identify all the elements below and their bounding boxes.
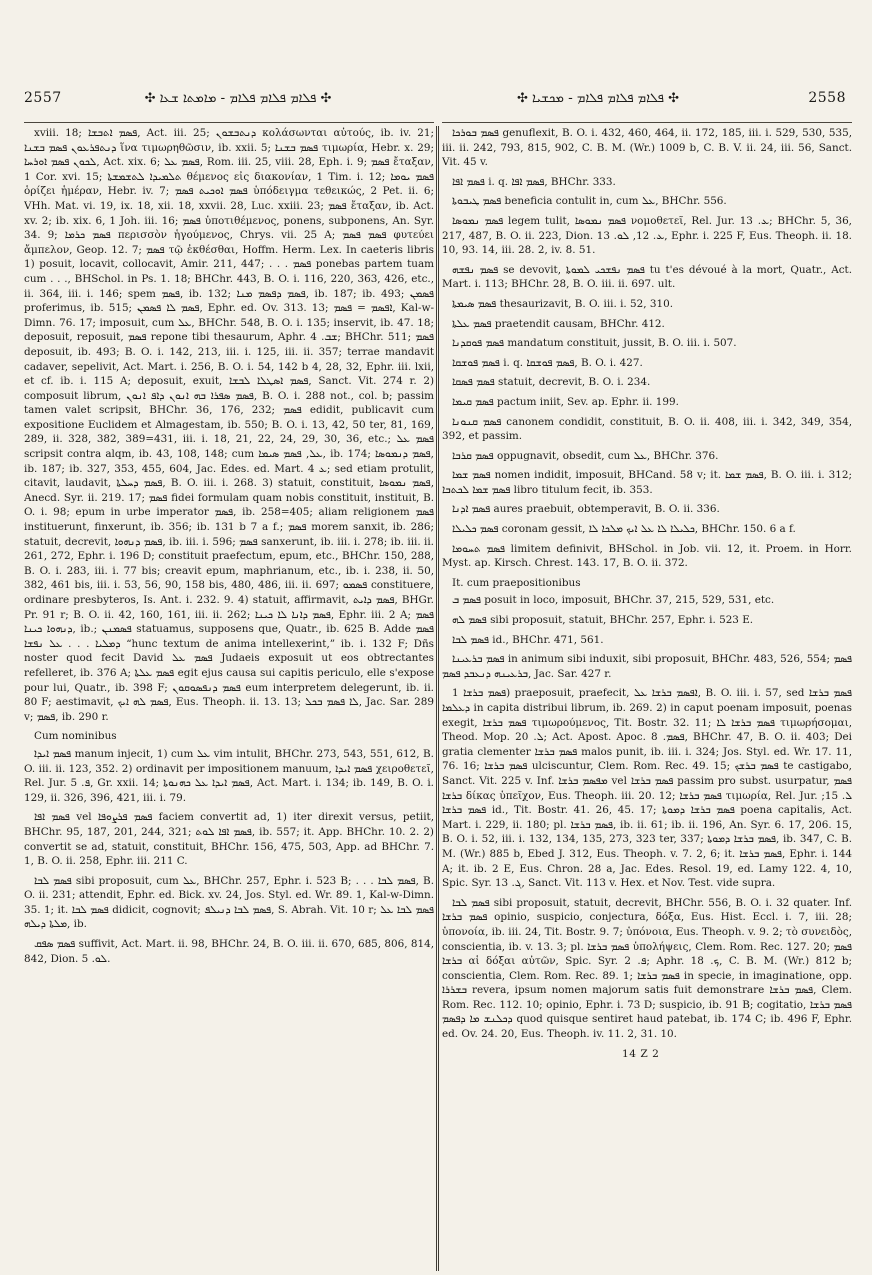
dictionary-entry: ܦܣܡ ܒܘܪܟܐ genuflexit, B. O. i. 432, 460, 464, ii. 172, 185, iii. i. 529, 530, 535, iii. ii. 242, 793, 815, 902, C. B. M. (Wr.) 1009 b, C. B. V. ii. 24, iii. 56, Sanct. Vit. 45 v. <box>442 127 852 169</box>
dictionary-entry: ܦܣܡ ܣܦܩ suffivit, Act. Mart. ii. 98, BHChr. 24, B. O. iii. ii. 670, 685, 806, 814, 842, Dion. ܠܘ. 5. <box>24 938 434 965</box>
dictionary-entry: ܦܣܡ ܐܦܐ vel ܦܣܡ ܦܪܨܘܦܐ faciem convertit ad, 1) iter direxit versus, petiit, BHChr. 95, 187, 201, 244, 321; ܦܣܡ ܐܦܐ ܠܘܬ, ib. 557; it. App. BHChr. 10. 2. 2) convertit se ad, statuit, constituit, BHChr. 156, 475, 503, App. ad BHChr. 7. 1, B. O. ii. 258, Ephr. iii. 211 C. <box>24 811 434 868</box>
signature-mark: 14 Z 2 <box>622 1047 660 1060</box>
dictionary-entry: ܦܣܡ ܦܣܩܐ statuit, decrevit, B. O. i. 234. <box>452 376 651 389</box>
running-head-right: ✣ ܦܠܐܡ ܦܠܐܡ ܦܠܐܡ - ܡܟܫܝܐ ✣ <box>517 91 679 106</box>
dictionary-entry: ܦܣܡ ܒܪܫܐ 1) praeposuit, praefecit, ܐܦܣܡ ܒܪܫܐ ܥܠ, B. O. iii. i. 57, sed ܦܣܡ ܒܪܫܐ ܕܥܠܡܐ in capita distribui librum, ib. 269. 2) in caput poenam imposuit, poenas exegit, ܦܣܡ ܒܪܫܐ τιμωρούμενος, Tit. Bostr. 32. 11; ܦܣܡ ܒܪܫܐ ܠܐ τιμωρήσομαι, Theod. Mop. ܠ. 20; Act. Apost. Apoc. ܦܣܡ. 8, BHChr. 47, B. O. ii. 403; Dei gratia clementer ܦܣܡ ܒܪܫܐ malos punit, ib. iii. i. 324; Jos. Styl. ed. Wr. 17. 11, 76. 16; ܦܣܡ ܒܪܫܐ ulciscuntur, Clem. Rom. Rec. 49. 15; ܦܣܡ ܒܪܫܟ te castigabo, Sanct. Vit. 225 v. Inf. ܡܦܣܡ ܒܪܫܐ vel ܦܣܡ ܒܪܫܐ passim pro subst. usurpatur, ܦܣܡ ܒܪܫܐ δίκας ὑπεῖχον, Eus. Theoph. iii. 20. 12; ܦܣܡ ܒܪܫܐ τιμωρία, Rel. Jur. ܠ. 15; ܦܣܡ ܒܪܫܐ id., Tit. Bostr. 41. 26, 45. 17; ܦܣܡ ܒܪܫܐ ܕܡܘܬܐ poena capitalis, Act. Mart. i. 229, ii. 180; pl. ܦܣܡ ܒܪܫܐ, ib. ii. 61; ib. ii. 196, An. Syr. 6. 17, 206. 15, B. O. i. 52, iii. i. 132, 134, 135, 273, 323 ter, 337; ܦܣܡ ܒܪܫܐ ܕܡܘܬܐ, ib. 347, C. B. M. (Wr.) 885 b, Ebed J. 312, Eus. Theoph. v. 7. 2, 6; it. ܦܣܡ ܒܪܫܐ, Ephr. i. 144 A; it. ib. 2 E, Eus. Chron. 28 a, Jac. Edes. Resol. 19, ed. Lamy 122. 4, 10, Spic. Syr. ܓ. 13, Sanct. Vit. 113 v. Hex. et Nov. Test. vide supra. <box>442 687 852 890</box>
dictionary-entry: ܦܣܡ ܥܠܬܐ praetendit causam, BHChr. 412. <box>452 317 665 330</box>
dictionary-entry: ܦܣܡ ܐܕܢܐ aures praebuit, obtemperavit, B. O. ii. 336. <box>452 503 720 516</box>
dictionary-entry: ܦܣܡ ܟܠܝܠܐ coronam gessit, ܟܠܝܠܐ ܠܐ ܥܠ ܐܝܟ ܡܠܟܐ ܠܐ, BHChr. 150. 6 a f. <box>452 523 796 536</box>
dictionary-entry: ܦܣܡ ܩܢܘܢܐ canonem condidit, constituit, B. O. ii. 408, iii. i. 342, 349, 354, 392, et passim. <box>442 415 852 443</box>
dictionary-entry: ܦܣܡ ܦܘܩܕܢܐ mandatum constituit, jussit, B. O. iii. i. 507. <box>452 337 737 350</box>
dictionary-entry: ܦܣܡ ܢܦܫܗ se devovit, ܦܣܡ ܢܦܫܟܝ ܠܡܘܬܐ tu t'es dévoué à la mort, Quatr., Act. Mart. i. 113; BHChr. 28, B. O. iii. ii. 697. ult. <box>442 263 852 291</box>
dictionary-entry: ܦܣܡ ܠܒܐ id., BHChr. 471, 561. <box>452 633 604 646</box>
header-rule-left <box>24 122 434 123</box>
dictionary-entry: ܦܣܡ ܒܪܥܝܢܐ in animum sibi induxit, sibi proposuit, BHChr. 483, 526, 554; ܦܣܡ ܒܪܥܝܢܗ ܕܢܥܒܕ ܦܣܡ, Jac. Sar. 427 r. <box>442 653 852 680</box>
dictionary-entry: ܦܣܡ ܬܚܘܡܐ limitem definivit, BHSchol. in Job. vii. 12, it. Proem. in Horr. Myst. ap. Kirsch. Chrest. 143. 17, B. O. ii. 372. <box>442 542 852 570</box>
dictionary-entry: ܦܣܡ ܣܝܡܬܐ thesaurizavit, B. O. iii. i. 52, 310. <box>452 297 673 310</box>
column-divider <box>436 126 439 1271</box>
dictionary-entry: ܦܣܡ ܐܦܐ i. q. ܦܣܡ ܐܦܐ, BHChr. 333. <box>452 175 616 188</box>
dictionary-entry: ܦܣܡ ܛܝܒܘܬܐ beneficia contulit in, cum ܥܠ, BHChr. 556. <box>452 195 727 208</box>
header-rule-right <box>442 122 852 123</box>
dictionary-entry: ܦܣܡ ܠܗ sibi proposuit, statuit, BHChr. 257, Ephr. i. 523 E. <box>452 614 754 627</box>
dictionary-entry: ܦܣܡ ܒ posuit in loco, imposuit, BHChr. 37, 215, 529, 531, etc. <box>452 594 775 607</box>
dictionary-entry: ܦܣܡ ܐܝܕܐ manum injecit, 1) cum ܥܠ vim intulit, BHChr. 273, 543, 551, 612, B. O. iii. ii. 123, 352. 2) ordinavit per impositionem manuum, ܦܣܡ ܐܝܕܐ χειροθετεῖ, Rel. Jur. ܦ. 5, Gr. xxii. 14; ܦܣܡ ܐܝܕܐ ܥܠ ܟܗܢܘܬܐ, Act. Mart. i. 134; ib. 149, B. O. i. 129, ii. 326, 396, 421, iii. i. 79. <box>24 747 434 804</box>
dictionary-entry: ܦܣܡ ܠܒܐ sibi proposuit, statuit, decrevit, BHChr. 556, B. O. i. 32 quater. Inf. ܦܣܡ ܒܪܫܐ opinio, suspicio, conjectura, δόξα, Eus. Hist. Eccl. i. 7, iii. 28; ὑπονοία, ib. iii. 24, Tit. Bostr. 9. 7; ὑπόνοια, Eus. Theoph. v. 9. 2; τὸ συνειδὸς, conscientia, ib. v. 13. 3; pl. ܦܣܡ ܒܪܫܐ ὑπολήψεις, Clem. Rom. Rec. 127. 20; ܦܣܡ ܒܪܫܐ αἱ δόξαι αὐτῶν, Spic. Syr. ܦ. 2; Aphr. ܟ. 18, C. B. M. (Wr.) 812 b; conscientia, Clem. Rom. Rec. 89. 1; ܦܣܡ ܒܪܫܐ in specie, in imaginatione, opp. ܒܫܪܪܐ revera, ipsum nomen majorum satis fuit demonstrare ܦܣܡ ܒܪܫܐ, Clem. Rom. Rec. 112. 10; opinio, Ephr. i. 73 D; suspicio, ib. 91 B; cogitatio, ܦܣܡ ܒܪܫܐ ܕܟܠܢܫ ܡܐ ܕܦܣܡ quod quisque sentiret haud patebat, ib. 174 C; ib. 496 F, Ephr. ed. Ov. 24. 20, Eus. Theoph. iv. 11. 2, 31. 10. <box>442 896 852 1041</box>
dictionary-entry: ܦܣܡ ܦܘܫܩܐ i. q. ܦܣܡ ܦܘܫܩܐ, B. O. i. 427. <box>452 356 643 369</box>
dictionary-entry: ܦܣܡ ܩܝܡܐ pactum iniit, Sev. ap. Ephr. ii. 199. <box>452 395 679 408</box>
dictionary-entry: ܦܣܡ ܫܡܐ nomen indidit, imposuit, BHCand. 58 v; it. ܦܣܡ ܫܡܐ, B. O. iii. i. 312; ܦܣܡ ܫܡܐ ܠܟܬܒܐ libro titulum fecit, ib. 353. <box>442 469 852 496</box>
page-number-left: 2557 <box>24 90 62 106</box>
dictionary-entry: xviii. 18; ܦܣܡ ܐܬܒܫܐ, Act. iii. 25; ܕܢܬܒܫܘܢ κολάσωνται αὐτούς, ib. iv. 21; ܕܢܬܦܪܥܘܢ ܦܣܡ ܒܫܢܐ ἵνα τιμωρηθῶσιν, ib. xxii. 5; ܦܣܡ ܒܫܢܐ τιμωρία, Hebr. x. 29; ܠܟܘܢ ܦܣܡ ܐܘܪܚܐ, Act. xix. 6; ܦܣܡ ܥܠ, Rom. iii. 25, viii. 28, Eph. i. 9; ܦܣܡ ἔταξαν, 1 Cor. xvi. 15; ܬܠܡܝܕܐ ܠܬܫܡܫܬܐ θέμενος εἰς διακονίαν, 1 Tim. i. 12; ܦܣܡ ܝܘܡܐ ὁρίζει ἡμέραν, Hebr. iv. 7; ܦܣܡ ܐܘܟܝܬ ܦܣܡ ὑπόδειγμα τεθεικώς, 2 Pet. ii. 6; VHh. Mat. vi. 19, ix. 18, xii. 18, xxvii. 28, Luc. xxiii. 23; ܦܣܡ ἔταξαν, ib. Act. xv. 2; ib. xix. 6, 1 Joh. iii. 16; ܦܣܡ ὑποτιθέμενος, ponens, subponens, An. Syr. 34. 9; ܦܣܡ ܟܪܡܐ περισσὸν ἡγούμενος, Chrys. vii. 25 A; ܦܣܡ ܦܣܡ φυτεύει ἄμπελον, Geop. 12. 7; ܦܣܡ τῷ ἐκθέσθαι, Hoffm. Herm. Lex. In caeteris libris 1) posuit, locavit, collocavit, Amir. 211, 447; . . . ܦܣܡ ponebas partem tuam cum . . ., BHSchol. in Ps. 1. 18; BHChr. 443, B. O. i. 116, 220, 363, 426, etc., ii. 364, iii. i. 146; spem ܦܣܡ, ib. 132; ܦܣܡ ܕܦܣܡ ܡܢܐ, ib. 187; ib. 493; ܦܣܡܢ proferimus, ib. 515; ܦܣܡ ܠܐ ܦܣܡܢ, Ephr. ed. Ov. 313. 13; ܐܦܣܡ = ܦܣܡ, Kal-w-Dimn. 76. 17; imposuit, cum ܥܠ, BHChr. 548, B. O. i. 135; inservit, ib. 47. 18; deposuit, reposuit, ܦܣܡ repone tibi thesaurum, Aphr. ܫܒ. 4; BHChr. 511; ܦܣܡ deposuit, ib. 493; B. O. i. 142, 213, iii. i. 125, iii. ii. 357; terrae mandavit cadaver, sepelivit, Act. Mart. i. 256, B. O. i. 54, 142 b 4, 28, 32, Ephr. iii. lxii, et cf. ib. i. 115 A; deposuit, exuit, ܦܣܡ ܐܣܛܠܐ ܠܒܫܐ, Sanct. Vit. 274 r. 2) composuit librum, ܦܣܡ ܣܦܪܐ ܒܗ ܐܢܘܢ ܕܐܦ ܐܢܘܢ, B. O. i. 288 not., col. b; passim tamen valet scripsit, BHChr. 36, 176, 232; ܦܣܡ edidit, publicavit cum expositione Euclidem et Almagestam, ib. 550; B. O. i. 13, 42, 50 ter, 81, 169, 289, ii. 328, 382, 389=431, iii. i. 18, 21, 22, 24, 29, 30, 36, etc.; ܦܣܡ ܥܠ scripsit contra alqm, ib. 43, 108, 148; cum ܥܠ, ܦܣܡ ܣܝܡܐ, ib. 174; ܦܣܡ ܕܢܡܘܣܐ, ib. 187; ib. 327, 353, 455, 604, Jac. Edes. ed. Mart. ܥ 4; sed etiam protulit, citavit, laudavit, ܦܣܡ ܕܚܠܬܐ, B. O. iii. i. 268. 3) statuit, constituit, ܦܣܡ ܢܡܘܣܐ, Anecd. Syr. ii. 219. 17; ܦܣܡ fidei formulam quam nobis constituit, instituit, B. O. i. 98; epum in urbe imperator ܦܣܡ, ib. 258=405; aliam religionem ܦܣܡ instituerunt, finxerunt, ib. 356; ib. 131 b 7 a f.; ܦܣܡ morem sanxit, ib. 286; statuit, decrevit, ܦܣܡ ܕܢܗܘܐ, ib. iii. i. 596; ܦܣܡ sanxerunt, ib. iii. i. 278; ib. iii. ii. 261, 272, Ephr. i. 196 D; constituit praefectum, epum, etc., BHChr. 150, 288, B. O. i. 283, iii. i. 77 bis; creavit epum, maphrianum, etc., ib. i. 238, ii. 50, 382, 461 bis, iii. i. 53, 56, 90, 158 bis, 480, 486, iii. ii. 697; ܦܣܡܘ constituere, ordinare presbyteros, Is. Ant. i. 232. 9. 4) statuit, affirmavit, ܦܣܡ ܕܐܝܬ, BHGr. Pr. 91 r; B. O. ii. 42, 160, 161, iii. ii. 262; ܦܣܡ ܕܐܢܐ ܠܐ ܟܝܢܐ, Ephr. iii. 2 A; ܦܣܡ ܕܢܗܘܐ ܟܝܢܐ, ib.; ܦܣܡܢܢ statuamus, supposens que, Quatr., ib. 625 B. Adde ܦܣܡ ܕܡܠܝܐ . . . ܥܠ ܢܦܫܐ “hunc textum de anima intellexerint,” ib. i. 132 F; Dñs noster quod fecit David ܦܣܡ ܥܠ Judaeis exposuit ut eos obtrectantes refelleret, ib. 376 A; ܦܣܡ ܥܠܬܐ egit ejus causa sui capitis periculo, elle s'expose pour lui, Quatr., ib. 398 F; ܦܣܡ ܕܢܦܣܘܩܘܢ eum interpretem delegerunt, ib. ii. 80 F; aestimavit, ܦܣܡ ܠܗ ܐܝܟ, Eus. Theoph. ii. 13. 13; ܠܐ ܦܣܡ ܒܟܠ, Jac. Sar. 289 v; ܦܣܡ, ib. 290 r. <box>24 127 434 723</box>
page-header <box>0 90 872 114</box>
dictionary-entry: ܦܣܡ ܢܡܘܣܐ legem tulit, ܦܣܡ ܢܡܘܣܐ νομοθετεῖ, Rel. Jur. ܥ. 13; BHChr. 5, 36, 217, 487, B. O. ii. 223, Dion. ܥ. 12, ܠܘ. 13, Ephr. i. 225 F, Eus. Theoph. ii. 18. 10, 93. 14, iii. 28. 2, iv. 8. 51. <box>442 214 852 257</box>
section-subheading: It. cum praepositionibus <box>452 576 581 589</box>
section-subheading: Cum nominibus <box>34 730 117 743</box>
page-number-right: 2558 <box>808 90 846 106</box>
running-head-left: ✣ ܦܠܐܡ ܦܠܐܡ ܦܠܐܡ - ܡܐܡܬܐ ܫܥܐ ✣ <box>144 91 332 106</box>
right-column <box>442 126 852 1255</box>
dictionary-entry: ܦܣܡ ܠܒܐ sibi proposuit, cum ܥܠ, BHChr. 257, Ephr. i. 523 B; . . . ܦܣܡ ܠܒܐ, B. O. ii. 231; attendit, Ephr. ed. Bick. xv. 24, Jos. Styl. ed. Wr. 89. 1, Kal-w-Dimn. 35. 1; it. ܦܣܡ ܠܒܐ didicit, cognovit; ܦܣܡ ܠܒܐ ܕܢܝܠܦ, S. Abrah. Vit. 10 r; ܦܣܡ ܠܒܐ ܥܠ ܡܠܬܐ ܕܝܠܗ, ib. <box>24 874 434 931</box>
dictionary-entry: ܦܣܡ ܩܪܒܐ oppugnavit, obsedit, cum ܥܠ, BHChr. 376. <box>452 449 719 462</box>
left-column <box>24 126 434 1255</box>
